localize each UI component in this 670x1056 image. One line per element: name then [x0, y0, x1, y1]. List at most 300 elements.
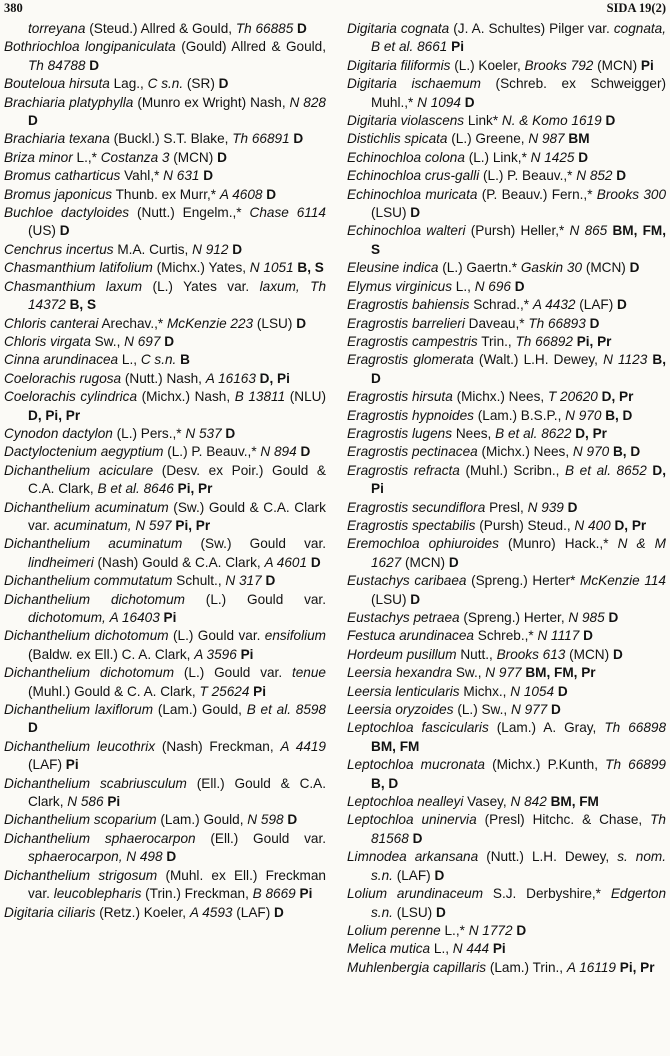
distribution-codes: B, D: [612, 444, 641, 460]
distribution-codes: D: [296, 315, 307, 331]
species-name: Dichanthelium acuminatum: [4, 536, 183, 552]
species-author: (Ell.) Gould var.: [210, 830, 326, 846]
species-author: (Ell.) Gould & C.A. Clark,: [28, 775, 327, 810]
species-name: Eragrostis secundiflora: [347, 499, 486, 515]
distribution-codes: D: [410, 205, 421, 221]
variety-name: dichotomum,: [28, 610, 106, 625]
collection-number: B 13811: [234, 389, 286, 405]
variety-name: cognata,: [613, 21, 666, 36]
herbarium-code: (LSU): [256, 315, 293, 331]
variety-author: (Trin.) Freckman,: [145, 886, 249, 902]
distribution-codes: Pi, Pr: [177, 481, 213, 497]
species-entry: [347, 462, 666, 499]
distribution-codes: D: [410, 591, 421, 607]
collection-number: N 977: [510, 702, 548, 718]
species-entry: [347, 112, 666, 130]
species-author: (Pursh) Heller,*: [470, 223, 565, 239]
species-author: Michx.,: [463, 683, 507, 699]
species-author: L.,*: [76, 149, 97, 165]
species-name: Muhlenbergia capillaris: [347, 959, 487, 975]
species-name: Chloris canterai: [4, 315, 99, 331]
collection-number: A 4432: [532, 297, 576, 313]
species-author: (L.) Gould var.: [205, 591, 326, 607]
species-name: Melica mutica: [347, 941, 431, 957]
variety-name: laxum,: [259, 278, 300, 294]
species-name: Lolium perenne: [347, 922, 441, 938]
species-author: (L.) P. Beauv.,*: [167, 444, 257, 460]
species-name: Leptochloa mucronata: [347, 757, 485, 773]
distribution-codes: Pi, Pr: [175, 517, 211, 533]
herbarium-code: (NLU): [289, 389, 327, 405]
species-name: Dichanthelium leucothrix: [4, 738, 156, 754]
collection-number: N & M 1627: [371, 536, 666, 570]
species-name: Digitaria cognata: [347, 21, 450, 36]
species-name: Eragrostis bahiensis: [347, 297, 470, 313]
species-author: L.,: [433, 941, 450, 957]
distribution-codes: Pi, Pr: [576, 333, 612, 349]
species-author: Link*: [467, 113, 499, 129]
collection-number: McKenzie 114: [580, 573, 666, 589]
species-name: Eustachys caribaea: [347, 573, 467, 589]
species-entry: [347, 572, 666, 609]
species-name: Leersia lenticularis: [347, 683, 460, 699]
distribution-codes: D, Pi: [259, 370, 290, 386]
species-author: (L.) Link,*: [468, 149, 527, 165]
species-name: Echinochloa walteri: [347, 223, 466, 239]
herbarium-code: (MCN): [173, 149, 214, 165]
species-entry: [347, 609, 666, 627]
collection-number: N 631: [163, 168, 200, 184]
distribution-codes: D: [616, 168, 627, 184]
species-name: Digitaria ischaemum: [347, 76, 481, 92]
herbarium-code: (LSU): [371, 205, 407, 221]
distribution-codes: D: [300, 444, 311, 460]
variety-author: (Muhl.) Gould & C. A. Clark,: [28, 683, 196, 699]
species-entry: [347, 701, 666, 719]
collection-number: s. nom. s.n.: [371, 849, 666, 883]
distribution-codes: BM: [568, 131, 590, 147]
variety-name: tenue: [291, 665, 326, 681]
species-author: Schrad.,*: [473, 297, 530, 313]
species-name: Cenchrus incertus: [4, 241, 114, 257]
species-name: Dichanthelium strigosum: [4, 867, 158, 883]
species-entry: [347, 333, 666, 351]
distribution-codes: B, D: [605, 407, 633, 423]
species-name: Briza minor: [4, 149, 73, 165]
species-name: Chasmanthium laxum: [4, 278, 143, 294]
species-name: Echinochloa colona: [347, 149, 465, 165]
species-name: Eleusine indica: [347, 260, 439, 276]
distribution-codes: D: [464, 94, 475, 110]
collection-number: A 4593: [189, 904, 233, 920]
species-author: (Michx.) Nash,: [141, 389, 231, 405]
species-name: Eremochloa ophiuroides: [347, 536, 499, 552]
distribution-codes: D: [617, 297, 627, 313]
collection-number: C s.n.: [147, 76, 184, 92]
species-entry: [4, 811, 326, 829]
species-name: Digitaria filiformis: [347, 57, 451, 73]
species-entry: [347, 646, 666, 664]
distribution-codes: D: [608, 610, 619, 625]
species-entry: [4, 278, 326, 315]
collection-number: Brooks 613: [496, 646, 566, 662]
collection-number: N 696: [474, 278, 511, 294]
collection-number: A 4419: [280, 738, 326, 754]
species-author: L.,*: [444, 922, 465, 938]
species-name: Dichanthelium dichotomum: [4, 628, 169, 644]
herbarium-code: (US): [28, 223, 56, 239]
right-column: [347, 20, 666, 977]
species-author: (L.) Yates var.: [152, 278, 250, 294]
collection-number: Chase 6114: [249, 205, 326, 221]
species-author: (Lam.) Gould,: [157, 702, 242, 718]
species-name: Dichanthelium sphaerocarpon: [4, 830, 196, 846]
collection-number: Th 66893: [528, 315, 586, 331]
species-entry: [4, 904, 326, 922]
species-name: Bouteloua hirsuta: [4, 76, 110, 92]
species-author: (L.) Pers.,*: [116, 425, 182, 441]
species-entry: [347, 278, 666, 296]
herbarium-code: (MCN): [569, 646, 610, 662]
species-name: Eragrostis campestris: [347, 333, 478, 349]
species-author: (Muhl. ex Ell.) Freckman var.: [28, 867, 326, 902]
species-author: (L.) Greene,: [451, 131, 525, 147]
distribution-codes: D: [287, 812, 298, 828]
herbarium-code: (MCN): [597, 57, 638, 73]
herbarium-code: (LSU): [396, 904, 433, 920]
species-entry: [347, 388, 666, 406]
species-author: (J. A. Schultes) Pilger var.: [453, 21, 610, 36]
distribution-codes: Pi: [163, 610, 177, 625]
species-name: Brachiaria texana: [4, 131, 110, 147]
distribution-codes: D: [448, 554, 459, 570]
distribution-codes: B, S: [297, 260, 324, 276]
species-name: Eragrostis barrelieri: [347, 315, 465, 331]
species-entry: [4, 462, 326, 499]
collection-number: N 1117: [537, 628, 580, 644]
collection-number: A 16403: [109, 610, 160, 625]
species-entry: [347, 719, 666, 756]
collection-number: Brooks 300: [596, 186, 667, 202]
collection-number: N 1094: [417, 94, 461, 110]
species-entry: [347, 351, 666, 388]
species-author: (Nutt.) Engelm.,*: [136, 205, 242, 221]
species-entry: [4, 333, 326, 351]
collection-number: N 498: [126, 849, 163, 865]
distribution-codes: BM, FM, S: [371, 223, 666, 257]
species-author: (L.) Gaertn.*: [442, 260, 518, 276]
species-author: (Michx.) Nees,: [456, 389, 545, 405]
species-author: (Retz.) Koeler,: [99, 904, 187, 920]
collection-number: N 1051: [249, 260, 294, 276]
species-name: Echinochloa muricata: [347, 186, 478, 202]
species-entry: [4, 701, 326, 738]
species-entry: [347, 20, 666, 57]
distribution-codes: D: [217, 149, 227, 165]
collection-number: Th 66898: [604, 720, 667, 736]
species-author: Sw.,: [94, 333, 121, 349]
species-name: Brachiaria platyphylla: [4, 94, 134, 110]
distribution-codes: BM, FM: [550, 794, 599, 810]
collection-number: N 1772: [468, 922, 513, 938]
collection-number: N 444: [452, 941, 490, 957]
species-name: Digitaria violascens: [347, 113, 465, 129]
species-name: Bromus catharticus: [4, 168, 121, 184]
collection-number: Th 81568: [371, 812, 666, 846]
species-author: (Steud.) Allred & Gould,: [89, 21, 233, 36]
distribution-codes: D: [28, 113, 38, 129]
species-entry: [4, 75, 326, 93]
species-name: Dichanthelium acuminatum: [4, 499, 169, 515]
species-entry: [4, 572, 326, 590]
species-entry: [347, 756, 666, 793]
species-name: Festuca arundinacea: [347, 628, 474, 644]
species-author: (Muhl.) Scribn.,: [465, 462, 560, 478]
species-entry: [4, 167, 326, 185]
species-name: Leptochloa fascicularis: [347, 720, 489, 736]
species-author: (Lam.) Trin.,: [489, 959, 564, 975]
variety-name: ensifolium: [264, 628, 326, 644]
species-entry: [4, 738, 326, 775]
species-entry: [347, 149, 666, 167]
collection-number: N 537: [185, 425, 222, 441]
herbarium-code: (SR): [186, 76, 215, 92]
species-name: Limnodea arkansana: [347, 849, 479, 865]
distribution-codes: D: [434, 867, 445, 883]
distribution-codes: D: [266, 186, 277, 202]
species-author: L.,: [455, 278, 471, 294]
species-author: Vahl,*: [124, 168, 160, 184]
collection-number: N 865: [569, 223, 608, 239]
distribution-codes: Pi: [240, 646, 254, 662]
collection-number: B et al. 8598: [246, 702, 326, 718]
species-author: Vasey,: [467, 794, 507, 810]
collection-number: Edgerton s.n.: [371, 886, 666, 920]
species-name: Leptochloa uninervia: [347, 812, 477, 828]
species-entry: [4, 315, 326, 333]
page-header: [4, 1, 666, 17]
collection-number: N 842: [510, 794, 547, 810]
species-entry: [4, 204, 326, 241]
collection-number: N 977: [485, 665, 522, 681]
distribution-codes: D: [514, 278, 525, 294]
species-entry: [347, 443, 666, 461]
species-entry: [4, 351, 326, 369]
species-author: (Nutt.) L.H. Dewey,: [486, 849, 610, 865]
species-entry: [4, 775, 326, 812]
journal-title: SIDA 19(2): [606, 1, 666, 15]
species-entry: [347, 130, 666, 148]
species-entry: [347, 517, 666, 535]
species-author: (Pursh) Steud.,: [479, 517, 571, 533]
species-entry: [4, 388, 326, 425]
species-author: Daveau,*: [468, 315, 525, 331]
distribution-codes: D: [166, 849, 177, 865]
species-entry: [4, 186, 326, 204]
species-entry: [347, 186, 666, 223]
collection-number: N 894: [260, 444, 297, 460]
species-author: (Munro) Hack.,*: [508, 536, 609, 552]
distribution-codes: D, Pi: [371, 462, 666, 497]
collection-number: Th 66892: [515, 333, 573, 349]
herbarium-code: (LAF): [236, 904, 271, 920]
distribution-codes: B, D: [371, 352, 667, 386]
species-entry: [347, 811, 666, 848]
left-column: [4, 20, 326, 922]
distribution-codes: Pi: [299, 886, 313, 902]
species-entry: [347, 664, 666, 682]
species-name: torreyana: [28, 21, 86, 36]
distribution-codes: BM, FM: [371, 738, 420, 754]
species-name: Eragrostis hirsuta: [347, 389, 453, 405]
species-entry: [4, 94, 326, 131]
variety-author: (Nash) Gould & C.A. Clark,: [97, 554, 261, 570]
species-author: Nutt.,: [460, 646, 493, 662]
species-name: Leersia oryzoides: [347, 702, 454, 718]
species-author: (Gould) Allred & Gould,: [181, 39, 327, 55]
page-number: 380: [4, 1, 23, 15]
species-author: Trin.,: [481, 333, 512, 349]
species-entry: [347, 499, 666, 517]
species-name: Dichanthelium scabriusculum: [4, 775, 187, 791]
species-entry: [4, 591, 326, 628]
collection-number: N. & Komo 1619: [501, 113, 602, 129]
species-entry: [347, 167, 666, 185]
distribution-codes: D: [583, 628, 593, 644]
collection-number: Th 14372: [28, 278, 327, 313]
collection-number: B et al. 8622: [495, 425, 572, 441]
variety-name: acuminatum,: [53, 517, 132, 533]
species-author: (Nutt.) Nash,: [124, 370, 202, 386]
species-entry: [4, 149, 326, 167]
species-entry: [4, 259, 326, 277]
distribution-codes: B, S: [69, 297, 97, 313]
herbarium-code: (MCN): [585, 260, 626, 276]
collection-number: N 987: [528, 131, 565, 147]
species-name: Echinochloa crus-galli: [347, 168, 480, 184]
species-name: Coelorachis cylindrica: [4, 389, 138, 405]
species-entry: [4, 38, 326, 75]
distribution-codes: D: [232, 241, 243, 257]
collection-number: B et al. 8661: [371, 39, 448, 55]
collection-number: N 852: [576, 168, 613, 184]
distribution-codes: D: [567, 499, 578, 515]
species-author: Lag.,: [113, 76, 144, 92]
distribution-codes: D: [578, 149, 589, 165]
species-author: Nees,: [455, 425, 492, 441]
distribution-codes: D, Pr: [601, 389, 634, 405]
species-entry: [4, 20, 326, 38]
species-entry: [4, 867, 326, 904]
species-author: (P. Beauv.) Fern.,*: [481, 186, 593, 202]
species-author: (Michx.) P.Kunth,: [492, 757, 598, 773]
species-author: (L.) Gould var.: [183, 665, 283, 681]
species-entry: [347, 922, 666, 940]
distribution-codes: D: [28, 720, 38, 736]
species-author: S.J. Derbyshire,*: [492, 886, 601, 902]
species-author: (Lam.) B.S.P.,: [477, 407, 562, 423]
species-author: (Lam.) Gould,: [160, 812, 244, 828]
species-author: (Sw.) Gould var.: [200, 536, 326, 552]
collection-number: Th 66885: [235, 21, 294, 36]
species-author: (Sw.) Gould & C.A. Clark var.: [28, 499, 326, 533]
species-name: Eragrostis hypnoides: [347, 407, 474, 423]
species-name: Leersia hexandra: [347, 665, 453, 681]
collection-number: Brooks 792: [524, 57, 594, 73]
species-entry: [347, 425, 666, 443]
species-author: (Nash) Freckman,: [161, 738, 274, 754]
collection-number: N 586: [67, 794, 104, 810]
species-name: Bothriochloa longipaniculata: [4, 39, 176, 55]
species-author: (Spreng.) Herter,: [463, 610, 565, 625]
species-entry: [4, 499, 326, 536]
distribution-codes: BM, FM, Pr: [525, 665, 596, 681]
species-author: Schreb.,*: [477, 628, 534, 644]
distribution-codes: B, D: [371, 775, 399, 791]
species-author: (L.) Sw.,: [457, 702, 508, 718]
collection-number: N 317: [225, 573, 262, 589]
distribution-codes: D: [589, 315, 600, 331]
species-name: Dichanthelium dichotomum: [4, 591, 185, 607]
collection-number: N 400: [574, 517, 611, 533]
species-author: Sw.,: [455, 665, 482, 681]
species-name: Distichlis spicata: [347, 131, 448, 147]
distribution-codes: Pi: [65, 757, 79, 773]
species-author: (Michx.) Nees,: [481, 444, 570, 460]
distribution-codes: B: [180, 352, 190, 368]
collection-number: N 697: [124, 333, 161, 349]
collection-number: N 1123: [603, 352, 648, 368]
collection-number: N 1425: [530, 149, 575, 165]
species-author: (Lam.) A. Gray,: [496, 720, 597, 736]
species-entry: [4, 664, 326, 701]
distribution-codes: D: [293, 131, 304, 147]
collection-number: A 4601: [264, 554, 308, 570]
species-entry: [347, 535, 666, 572]
species-entry: [347, 75, 666, 112]
collection-number: Th 66899: [605, 757, 666, 773]
collection-number: T 25624: [199, 683, 250, 699]
species-name: Cinna arundinacea: [4, 352, 119, 368]
species-name: Eragrostis pectinacea: [347, 444, 478, 460]
species-author: (Walt.) L.H. Dewey,: [478, 352, 598, 368]
species-author: (Presl) Hitchc. & Chase,: [484, 812, 643, 828]
distribution-codes: D, Pi, Pr: [28, 407, 81, 423]
distribution-codes: D: [551, 702, 561, 718]
species-author: M.A. Curtis,: [117, 241, 189, 257]
species-entry: [347, 57, 666, 75]
herbarium-code: (LAF): [396, 867, 431, 883]
collection-number: N 985: [568, 610, 605, 625]
collection-number: N 939: [527, 499, 564, 515]
species-entry: [347, 259, 666, 277]
distribution-codes: D: [310, 554, 321, 570]
distribution-codes: D: [164, 333, 175, 349]
species-name: Dichanthelium commutatum: [4, 573, 173, 589]
collection-number: B 8669: [252, 886, 296, 902]
distribution-codes: Pi, Pr: [619, 959, 655, 975]
herbarium-code: (LAF): [579, 297, 614, 313]
collection-number: C s.n.: [140, 352, 177, 368]
species-author: Schult.,: [176, 573, 222, 589]
collection-number: N 828: [289, 94, 326, 110]
distribution-codes: D: [629, 260, 640, 276]
species-author: (L.) Koeler,: [454, 57, 521, 73]
variety-author: (Baldw. ex Ell.) C. A. Clark,: [28, 646, 191, 662]
distribution-codes: D: [297, 21, 307, 36]
species-entry: [347, 683, 666, 701]
species-entry: [347, 848, 666, 885]
